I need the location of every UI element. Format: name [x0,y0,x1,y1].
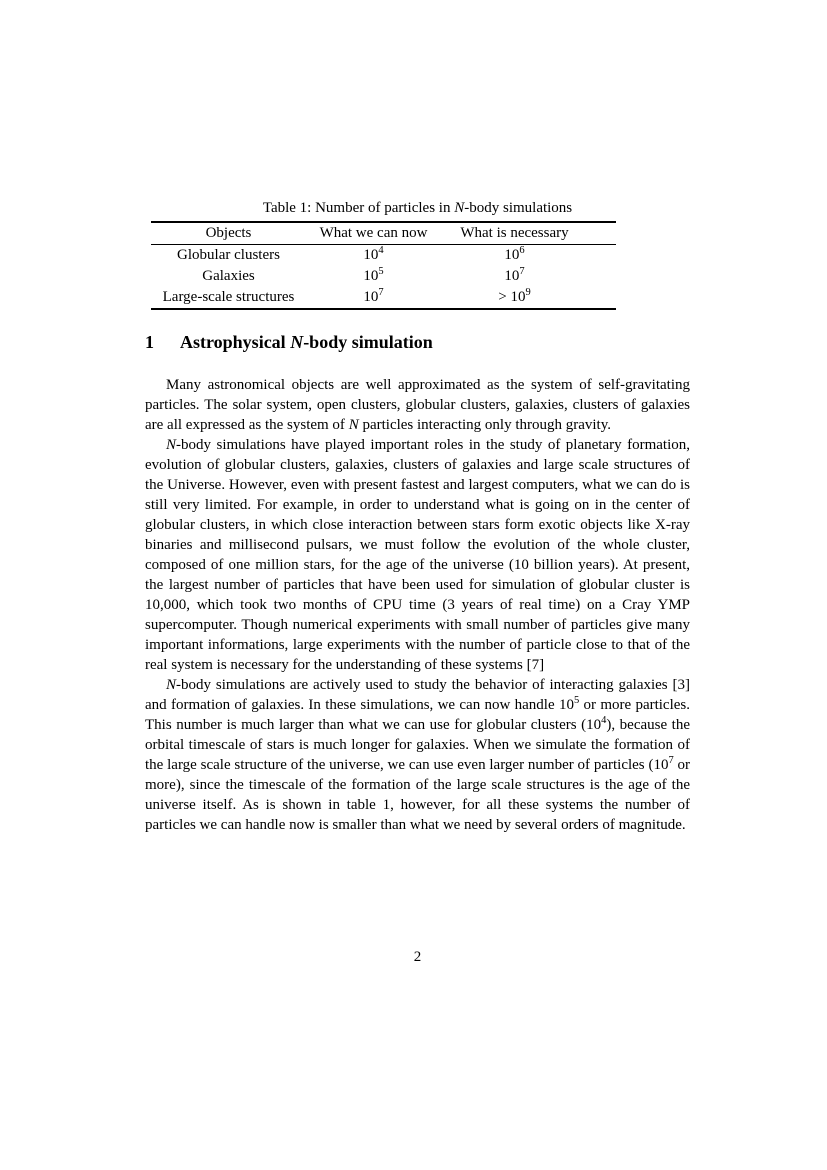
section-title: Astrophysical N-body simulation [180,332,433,352]
column-header: What we can now [306,222,441,245]
cell-can-now: $10^7$ [363,287,384,305]
page-number: 2 [413,949,422,965]
paragraph: Many astronomical objects are well approximated as the system of self-gravitating particles. The solar system, open clusters, globular clusters, galaxies, clusters of galaxies are all expressed as the system of N particles interacting only through gravity. [145,377,690,433]
cell-necessary: $10^6$ [504,245,525,263]
table-caption: Table 1: Number of particles in N-body simulations [262,200,573,216]
cell-necessary: $10^7$ [504,266,525,284]
paragraph: N-body simulations are actively used to study the behavior of interacting galaxies [3] and formation of galaxies. In these simulations, we can now handle $10^5$ or more particles. This number is much larger than what we can use for globular clusters $(10^4)$, because the orbital timescale of stars is much longer for galaxies. When we simulate the formation of the large scale structure of the universe, we can use even larger number of particles ($10^7$ or more), since the timescale of the formation of the large scale structures is the age of the universe itself. As is shown in table 1, however, for all these systems the number of particles we can handle now is smaller than what we need by several orders of magnitude. [145,677,691,833]
cell-object: Globular clusters [177,247,280,263]
table-row [151,266,616,287]
section-heading [145,332,690,353]
column-header: What is necessary [441,222,616,245]
cell-object: Galaxies [202,268,255,284]
content-column [145,199,690,835]
cell-necessary: > $10^9$ [498,287,531,305]
column-header: Objects [151,222,306,245]
paragraph: N-body simulations have played important roles in the study of planetary formation, evolution of globular clusters, galaxies, clusters of galaxies and large scale structures of the Universe. However, even with present fastest and largest computers, what we can do is still very limited. For example, in order to understand what is going on in the center of globular clusters, in which close interaction between stars form exotic objects like X-ray binaries and millisecond pulsars, we must follow the evolution of the whole cluster, composed of one million stars, for the age of the universe (10 billion years). At present, the largest number of particles that have been used for simulation of globular cluster is 10,000, which took two months of CPU time (3 years of real time) on a Cray YMP supercomputer. Though numerical experiments with small number of particles give many important informations, large experiments with the number of particle close to that of the real system is necessary for the understanding of these systems [7] [145,437,690,673]
cell-can-now: $10^4$ [363,245,384,263]
table-header-row [151,222,616,245]
cell-can-now: $10^5$ [363,266,384,284]
table-row [151,245,616,267]
particles-table [151,221,616,310]
body-paragraphs [145,375,690,835]
cell-object: Large-scale structures [162,289,295,305]
section-number: 1 [145,332,154,352]
table-row [151,287,616,309]
